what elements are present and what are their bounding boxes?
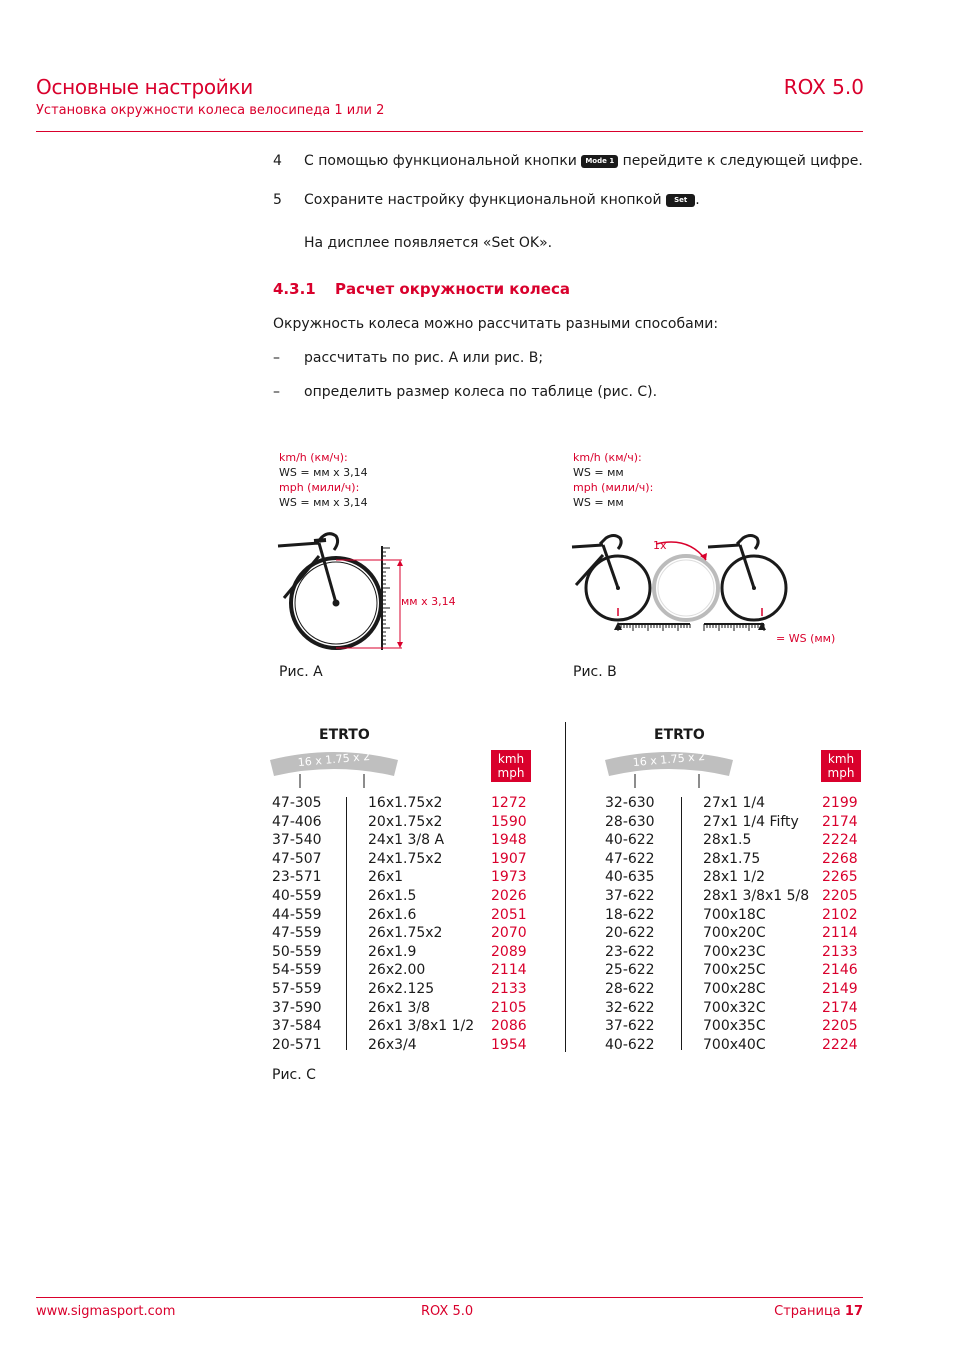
- size-cell: 28x1 1/2: [703, 869, 765, 886]
- circumference-cell: 2174: [822, 999, 858, 1016]
- fig-a-kmh-label: km/h (км/ч):: [279, 451, 348, 464]
- kmh-label: kmh: [827, 752, 855, 766]
- size-cell: 700x40C: [703, 1036, 766, 1053]
- column-divider: [681, 797, 682, 1050]
- etrto-cell: 57-559: [272, 980, 322, 997]
- kmh-mph-badge: [821, 750, 861, 782]
- fig-b-result-label: = WS (мм): [776, 632, 836, 645]
- circumference-cell: 1272: [491, 795, 527, 811]
- size-cell: 700x18C: [703, 906, 766, 923]
- set-key-icon: Set: [666, 194, 695, 207]
- table-divider: [565, 722, 566, 1052]
- fig-a-measure-label: мм x 3,14: [401, 595, 456, 608]
- step-4-text: [304, 153, 863, 169]
- etrto-cell: 32-622: [605, 999, 655, 1016]
- etrto-cell: 40-559: [272, 887, 322, 904]
- mph-label: mph: [497, 766, 525, 780]
- etrto-cell: 25-622: [605, 962, 655, 979]
- bullet-dash: –: [273, 384, 280, 400]
- size-cell: 26x1.5: [368, 887, 417, 904]
- circumference-cell: 2149: [822, 980, 858, 997]
- circumference-column: [822, 794, 858, 1054]
- size-cell: 700x23C: [703, 943, 766, 960]
- circumference-cell: 2114: [491, 962, 527, 979]
- size-cell: 20x1.75x2: [368, 813, 443, 830]
- fig-b-mph-label: mph (мили/ч):: [573, 481, 654, 494]
- etrto-cell: 50-559: [272, 943, 322, 960]
- etrto-cell: 40-635: [605, 869, 655, 886]
- size-cell: 26x1.9: [368, 943, 417, 960]
- etrto-cell: 37-590: [272, 999, 322, 1016]
- step-5-text: [304, 192, 700, 208]
- bullet-text: рассчитать по рис. A или рис. B;: [304, 350, 544, 366]
- fig-b-roll-label: 1x: [653, 539, 667, 552]
- etrto-column: [605, 794, 655, 1054]
- size-cell: 24x1 3/8 A: [368, 832, 445, 849]
- size-cell: 24x1.75x2: [368, 850, 443, 867]
- size-cell: 28x1.75: [703, 850, 761, 867]
- step-text-before: С помощью функциональной кнопки: [304, 153, 577, 169]
- etrto-column: [272, 794, 322, 1054]
- page-number: 17: [844, 1304, 863, 1319]
- size-cell: 26x2.00: [368, 962, 426, 979]
- etrto-cell: 40-622: [605, 832, 655, 849]
- circumference-cell: 2133: [491, 980, 527, 997]
- circumference-cell: 2102: [822, 906, 858, 923]
- size-cell: 700x28C: [703, 980, 766, 997]
- etrto-cell: 44-559: [272, 906, 322, 923]
- etrto-cell: 28-622: [605, 980, 655, 997]
- etrto-cell: 23-622: [605, 943, 655, 960]
- size-cell: 16x1.75x2: [368, 795, 443, 811]
- fig-a-mph-formula: WS = мм x 3,14: [279, 496, 368, 509]
- section-number: 4.3.1: [273, 280, 316, 298]
- circumference-cell: 2265: [822, 869, 858, 886]
- etrto-cell: 47-305: [272, 795, 322, 811]
- size-cell: 26x1.6: [368, 906, 417, 923]
- fig-a-formula: [279, 450, 368, 510]
- step-text-before: Сохраните настройку функциональной кнопкой: [304, 192, 662, 208]
- circumference-cell: 2224: [822, 832, 858, 849]
- circumference-cell: 2199: [822, 795, 858, 811]
- size-cell: 28x1 3/8x1 5/8: [703, 887, 810, 904]
- column-divider: [346, 797, 347, 1050]
- footer-url-link[interactable]: www.sigmasport.com: [36, 1304, 176, 1319]
- mph-label: mph: [827, 766, 855, 780]
- etrto-heading: ETRTO: [319, 727, 370, 743]
- page-title: Основные настройки: [36, 75, 253, 99]
- fig-b-rolling-illustration: [568, 530, 838, 645]
- circumference-cell: 1590: [491, 813, 527, 830]
- etrto-cell: 47-622: [605, 850, 655, 867]
- size-cell: 27x1 1/4 Fifty: [703, 813, 799, 830]
- etrto-cell: 37-584: [272, 1018, 322, 1035]
- fig-b-kmh-formula: WS = мм: [573, 466, 624, 479]
- circumference-cell: 1907: [491, 850, 527, 867]
- circumference-cell: 2026: [491, 887, 527, 904]
- tire-size-label: 16 x 1.75 x 2: [632, 749, 706, 770]
- page-label: Страница: [774, 1304, 841, 1319]
- header-rule: [36, 131, 863, 132]
- size-cell: 27x1 1/4: [703, 795, 765, 811]
- etrto-cell: 47-406: [272, 813, 322, 830]
- size-cell: 26x3/4: [368, 1036, 417, 1053]
- footer-page: [774, 1304, 863, 1319]
- size-column: [703, 794, 809, 1054]
- circumference-cell: 2268: [822, 850, 858, 867]
- size-column: [368, 794, 474, 1054]
- circumference-column: [491, 794, 527, 1054]
- size-cell: 26x1: [368, 869, 404, 886]
- product-name: ROX 5.0: [783, 75, 864, 99]
- circumference-cell: 2051: [491, 906, 527, 923]
- etrto-cell: 20-622: [605, 925, 655, 942]
- etrto-cell: 47-507: [272, 850, 322, 867]
- etrto-cell: 18-622: [605, 906, 655, 923]
- circumference-cell: 2114: [822, 925, 858, 942]
- tire-size-label: 16 x 1.75 x 2: [297, 749, 371, 770]
- fig-b-caption: Рис. B: [573, 664, 617, 680]
- step-number: 5: [273, 192, 282, 208]
- size-cell: 26x1 3/8: [368, 999, 430, 1016]
- fig-a-caption: Рис. A: [279, 664, 323, 680]
- page-subtitle: Установка окружности колеса велосипеда 1 или 2: [36, 103, 385, 118]
- fig-b-kmh-label: km/h (км/ч):: [573, 451, 642, 464]
- circumference-cell: 2089: [491, 943, 527, 960]
- step-text-after: перейдите к следующей цифре.: [622, 153, 863, 169]
- fig-a-mph-label: mph (мили/ч):: [279, 481, 360, 494]
- size-cell: 28x1.5: [703, 832, 752, 849]
- size-cell: 26x1.75x2: [368, 925, 443, 942]
- circumference-cell: 2174: [822, 813, 858, 830]
- etrto-cell: 37-622: [605, 887, 655, 904]
- fig-b-formula: [573, 450, 653, 510]
- size-cell: 700x25C: [703, 962, 766, 979]
- step-text-after: .: [695, 192, 700, 208]
- circumference-cell: 2224: [822, 1036, 858, 1053]
- fig-a-bike-illustration: [274, 528, 464, 653]
- fig-b-mph-formula: WS = мм: [573, 496, 624, 509]
- circumference-cell: 1973: [491, 869, 527, 886]
- size-cell: 700x20C: [703, 925, 766, 942]
- size-cell: 700x35C: [703, 1018, 766, 1035]
- bullet-text: определить размер колеса по таблице (рис. C).: [304, 384, 658, 400]
- bullet-dash: –: [273, 350, 280, 366]
- etrto-cell: 47-559: [272, 925, 322, 942]
- circumference-cell: 2086: [491, 1018, 527, 1035]
- kmh-mph-badge: [491, 750, 531, 782]
- step-5-note: На дисплее появляется «Set OK».: [304, 235, 553, 251]
- kmh-label: kmh: [497, 752, 525, 766]
- footer-product: ROX 5.0: [421, 1304, 474, 1319]
- circumference-cell: 2146: [822, 962, 858, 979]
- section-title: Расчет окружности колеса: [335, 280, 570, 298]
- footer-rule: [36, 1297, 863, 1298]
- etrto-cell: 37-540: [272, 832, 322, 849]
- circumference-cell: 2205: [822, 887, 858, 904]
- etrto-heading: ETRTO: [654, 727, 705, 743]
- mode1-key-icon: Mode 1: [581, 155, 618, 168]
- etrto-cell: 32-630: [605, 795, 655, 811]
- size-cell: 700x32C: [703, 999, 766, 1016]
- circumference-cell: 2105: [491, 999, 527, 1016]
- etrto-cell: 20-571: [272, 1036, 322, 1053]
- circumference-cell: 2133: [822, 943, 858, 960]
- fig-c-caption: Рис. C: [272, 1067, 316, 1083]
- etrto-cell: 28-630: [605, 813, 655, 830]
- circumference-cell: 1954: [491, 1036, 527, 1053]
- step-number: 4: [273, 153, 282, 169]
- circumference-cell: 2205: [822, 1018, 858, 1035]
- size-cell: 26x2.125: [368, 980, 435, 997]
- fig-a-kmh-formula: WS = мм x 3,14: [279, 466, 368, 479]
- etrto-cell: 37-622: [605, 1018, 655, 1035]
- etrto-cell: 54-559: [272, 962, 322, 979]
- size-cell: 26x1 3/8x1 1/2: [368, 1018, 475, 1035]
- intro-text: Окружность колеса можно рассчитать разными способами:: [273, 316, 719, 332]
- circumference-cell: 1948: [491, 832, 527, 849]
- circumference-cell: 2070: [491, 925, 527, 942]
- etrto-cell: 40-622: [605, 1036, 655, 1053]
- etrto-cell: 23-571: [272, 869, 322, 886]
